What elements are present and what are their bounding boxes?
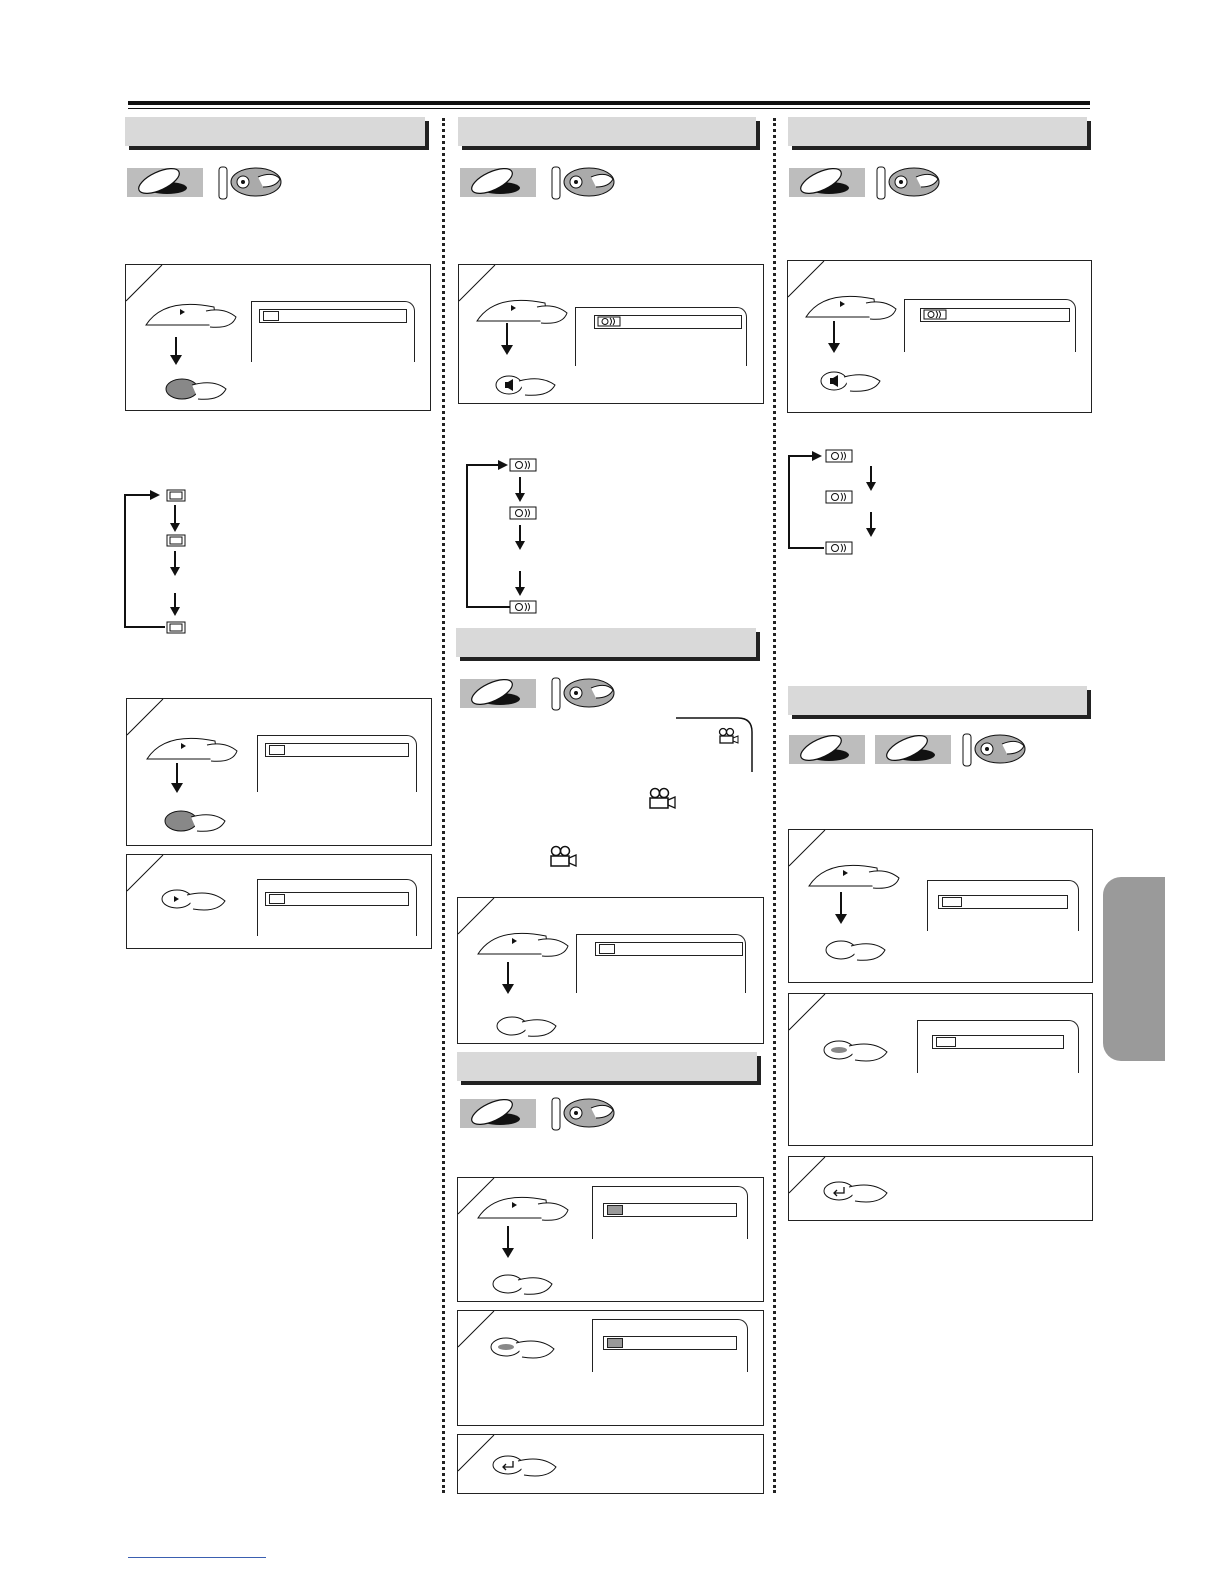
side-tab (1103, 877, 1165, 1061)
osd-field (920, 308, 1070, 322)
tv-screen (251, 301, 415, 362)
setup-button-icon[interactable] (476, 924, 576, 964)
arrow-down-icon (170, 337, 182, 365)
remote-hand-icon (876, 165, 946, 201)
disc-icon (789, 735, 865, 764)
audio-button-icon[interactable] (493, 371, 563, 401)
step-panel-6b (788, 993, 1093, 1146)
disc-icon (875, 735, 951, 764)
step-panel-stereo (787, 260, 1092, 413)
dvd-badge (127, 168, 203, 197)
section-header-4 (457, 1052, 757, 1081)
tv-screen (927, 880, 1079, 931)
section-header-audio (458, 117, 756, 146)
remote-hand-icon (218, 165, 288, 201)
dvd-badge (789, 735, 865, 764)
tv-screen (904, 299, 1076, 352)
column-separator-1 (442, 118, 445, 1493)
arrow-down-icon (501, 323, 513, 355)
osd-field (932, 1035, 1064, 1049)
setup-button-icon[interactable] (144, 295, 244, 335)
cd-badge (875, 735, 951, 764)
dvd-badge (460, 168, 536, 197)
arrow-down-icon (828, 321, 840, 353)
step-panel-6c (788, 1156, 1093, 1221)
tv-screen (592, 1186, 748, 1239)
step-panel-4c (457, 1434, 764, 1494)
audio-button-icon[interactable] (818, 367, 888, 397)
angle-osd-icon (599, 944, 615, 954)
subtitle-cycle-diagram (120, 485, 200, 635)
tv-screen (917, 1020, 1079, 1073)
note-bracket (676, 716, 756, 774)
step-panel-3 (126, 854, 432, 949)
return-button-icon[interactable] (490, 1453, 570, 1483)
press-button-icon[interactable] (490, 1270, 560, 1300)
step-corner (789, 994, 829, 1034)
column-separator-2 (773, 118, 776, 1493)
remote-hand-icon (962, 732, 1032, 768)
tv-screen (575, 307, 747, 366)
step-panel-audio (458, 264, 764, 404)
osd-field (603, 1336, 737, 1350)
setup-button-icon[interactable] (475, 291, 575, 331)
press-button-icon[interactable] (821, 1038, 901, 1068)
disc-icon (460, 168, 536, 197)
bookmark-icon (607, 1338, 623, 1348)
press-button-icon[interactable] (164, 375, 234, 405)
arrow-down-icon (502, 962, 514, 994)
subtitle-icon (269, 745, 285, 755)
footer-link[interactable] (128, 1557, 266, 1558)
stereo-cycle-diagram (786, 446, 876, 556)
disc-icon (460, 1099, 536, 1128)
dvd-badge (460, 679, 536, 708)
disc-icon (460, 679, 536, 708)
subtitle-icon (263, 311, 279, 321)
display-icon (942, 897, 962, 907)
camera-angle-icon (718, 728, 740, 744)
remote-hand-icon (551, 165, 621, 201)
step-panel-6a (788, 829, 1093, 983)
top-rule-thin (128, 108, 1090, 109)
arrow-down-icon (835, 892, 847, 924)
osd-field (594, 315, 742, 329)
return-button-icon[interactable] (821, 1179, 901, 1209)
audio-icon (598, 317, 622, 327)
camera-angle-icon (549, 846, 579, 868)
press-button-icon[interactable] (488, 1335, 568, 1365)
arrow-down-icon (502, 1226, 514, 1258)
press-button-icon[interactable] (494, 1012, 564, 1042)
press-button-icon[interactable] (823, 936, 893, 966)
osd-field (265, 743, 409, 757)
camera-angle-icon (648, 788, 678, 810)
setup-button-icon[interactable] (804, 287, 904, 327)
tv-screen (576, 934, 746, 993)
osd-field (938, 895, 1068, 909)
osd-field (259, 309, 407, 323)
disc-icon (127, 168, 203, 197)
audio-cycle-diagram (462, 455, 542, 615)
cd-badge (789, 168, 865, 197)
remote-hand-icon (551, 676, 621, 712)
arrow-down-icon (171, 763, 183, 793)
setup-button-icon[interactable] (807, 856, 907, 896)
osd-field (603, 1203, 737, 1217)
setup-button-icon[interactable] (476, 1188, 576, 1228)
press-button-icon[interactable] (163, 807, 233, 837)
step-panel-4a (457, 1177, 764, 1302)
subtitle-icon (269, 894, 285, 904)
section-header-angle (456, 628, 756, 657)
section-header-stereo (788, 117, 1087, 146)
disc-icon (789, 168, 865, 197)
top-rule (128, 101, 1090, 105)
step-panel-2 (126, 698, 432, 846)
osd-field (265, 892, 409, 906)
setup-button-icon[interactable] (145, 729, 245, 769)
remote-hand-icon (551, 1096, 621, 1132)
tv-screen (257, 735, 417, 792)
dvd-badge (460, 1099, 536, 1128)
display-icon (936, 1037, 956, 1047)
bookmark-icon (607, 1205, 623, 1215)
section-header-6 (788, 686, 1087, 715)
tv-screen (592, 1319, 748, 1372)
step-panel-1 (125, 264, 431, 411)
press-button-icon[interactable] (159, 885, 239, 917)
section-header-subtitle (125, 117, 425, 146)
osd-field (595, 942, 743, 956)
tv-screen (257, 879, 417, 936)
step-panel-angle (457, 897, 764, 1044)
step-panel-4b (457, 1310, 764, 1426)
stereo-icon (924, 310, 948, 320)
